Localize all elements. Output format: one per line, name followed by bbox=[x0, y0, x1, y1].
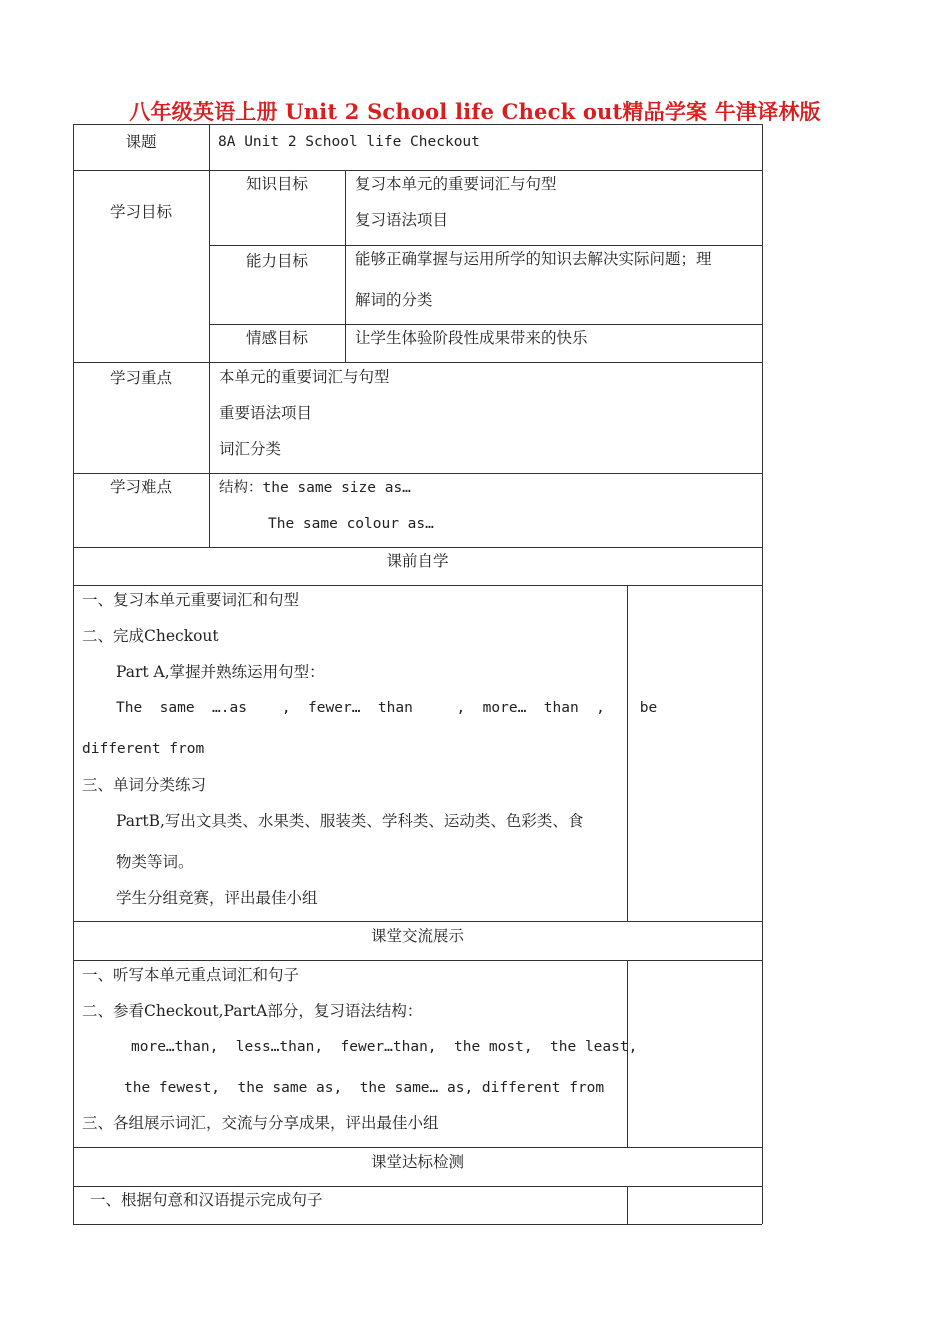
preview-line: 三、单词分类练习 bbox=[82, 776, 207, 794]
preview-header: 课前自学 bbox=[386, 552, 449, 570]
classroom-line: 三、各组展示词汇，交流与分享成果，评出最佳小组 bbox=[82, 1114, 439, 1132]
knowledge-goal-line: 复习语法项目 bbox=[355, 211, 449, 229]
preview-line: PartB,写出文具类、水果类、服装类、学科类、运动类、色彩类、食 bbox=[116, 812, 584, 830]
classroom-line: 二、参看Checkout,PartA部分，复习语法结构： bbox=[82, 1002, 423, 1020]
preview-line: The same ….as , fewer… than , more… than , be bbox=[116, 700, 658, 716]
classroom-line: more…than, less…than, fewer…than, the most, the least, bbox=[131, 1039, 638, 1055]
goals-label: 学习目标 bbox=[109, 203, 172, 221]
preview-line: different from bbox=[82, 741, 205, 757]
topic-label: 课题 bbox=[125, 133, 157, 151]
knowledge-goal-label: 知识目标 bbox=[245, 175, 308, 193]
key-points-label: 学习重点 bbox=[109, 369, 172, 387]
topic-value: 8A Unit 2 School life Checkout bbox=[218, 134, 480, 150]
classroom-line: the fewest, the same as, the same… as, different from bbox=[124, 1080, 605, 1096]
ability-goal-line: 解词的分类 bbox=[355, 291, 433, 309]
preview-line: 一、复习本单元重要词汇和句型 bbox=[82, 591, 300, 609]
difficulties-label: 学习难点 bbox=[109, 478, 172, 496]
ability-goal-line: 能够正确掌握与运用所学的知识去解决实际问题；理 bbox=[355, 250, 712, 268]
preview-line: 物类等词。 bbox=[116, 853, 194, 871]
classroom-header: 课堂交流展示 bbox=[370, 927, 464, 945]
preview-line: 二、完成Checkout bbox=[82, 627, 219, 645]
classroom-line: 一、听写本单元重点词汇和句子 bbox=[82, 966, 300, 984]
preview-line: Part A,掌握并熟练运用句型： bbox=[116, 663, 325, 681]
knowledge-goal-line: 复习本单元的重要词汇与句型 bbox=[355, 175, 557, 193]
emotion-goal-line: 让学生体验阶段性成果带来的快乐 bbox=[355, 329, 588, 347]
document-title: 八年级英语上册 Unit 2 School life Check out精品学案 牛津译林版 bbox=[129, 99, 821, 124]
key-point-line: 本单元的重要词汇与句型 bbox=[219, 368, 390, 386]
difficulty-line: 结构：the same size as… bbox=[219, 480, 411, 496]
preview-line: 学生分组竞赛，评出最佳小组 bbox=[116, 889, 318, 907]
test-line: 一、根据句意和汉语提示完成句子 bbox=[90, 1191, 323, 1209]
test-header: 课堂达标检测 bbox=[370, 1153, 464, 1171]
difficulty-line: The same colour as… bbox=[268, 516, 434, 532]
key-point-line: 重要语法项目 bbox=[219, 404, 313, 422]
ability-goal-label: 能力目标 bbox=[245, 252, 308, 270]
emotion-goal-label: 情感目标 bbox=[245, 329, 308, 347]
key-point-line: 词汇分类 bbox=[219, 440, 282, 458]
